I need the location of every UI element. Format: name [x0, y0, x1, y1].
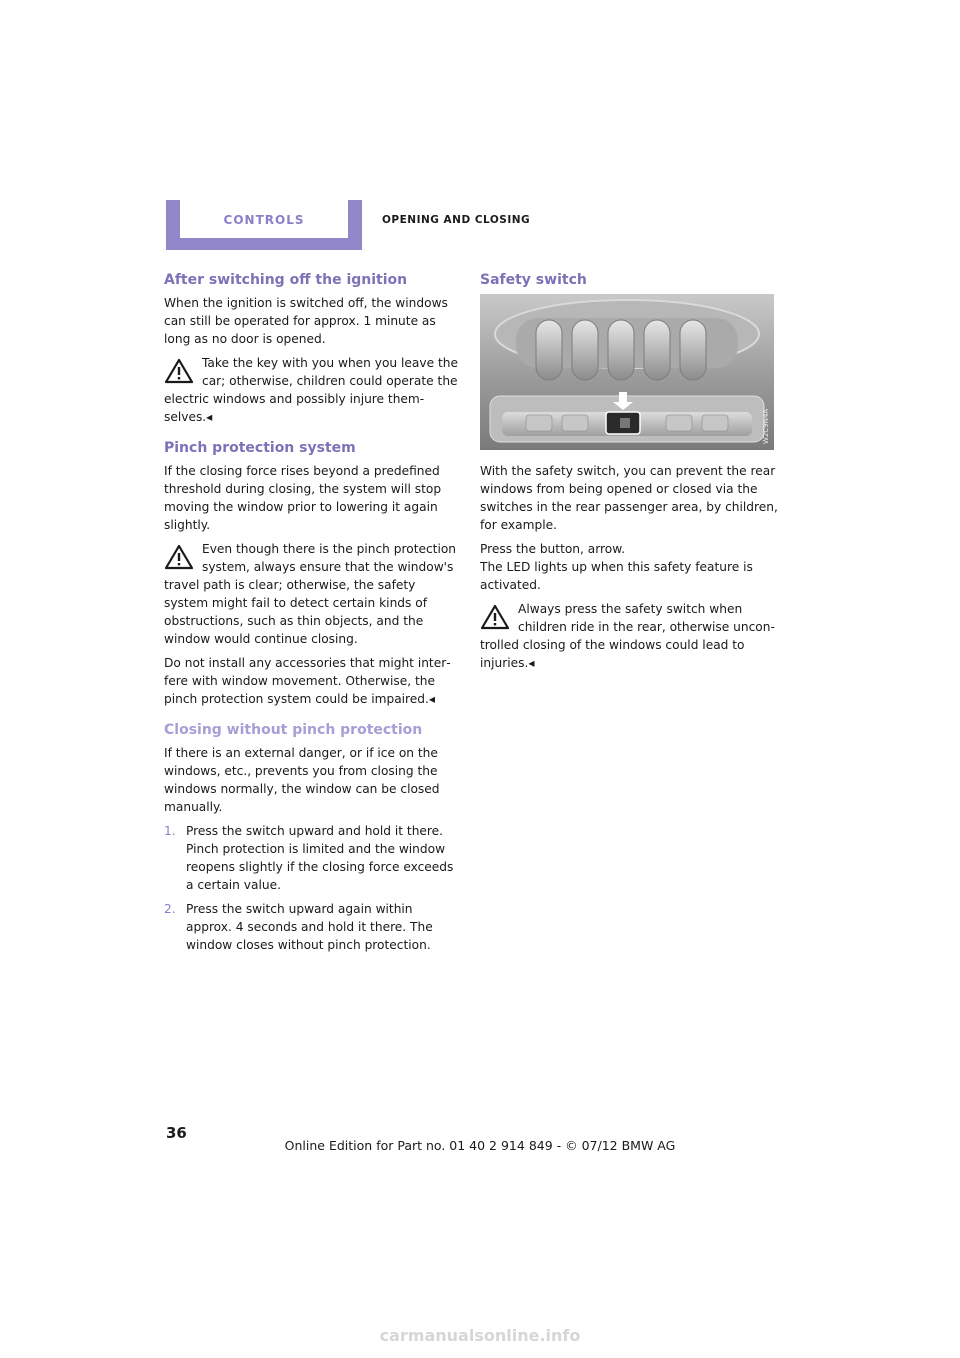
left-column [164, 272, 462, 968]
safety-switch-photo [480, 294, 774, 450]
warning-block [480, 600, 778, 672]
section-pinch-protection [164, 440, 462, 708]
step-number: 1. [164, 824, 176, 838]
warning-text: Always press the safety switch when children ride in the rear, otherwise uncontrolled closing of the windows could lead to injuries.◂ [480, 602, 775, 670]
section-title: Safety switch [480, 272, 587, 288]
safety-switch-illustration [480, 294, 774, 450]
page-number: 36 [166, 1124, 187, 1142]
header-section-title: OPENING AND CLOSING [382, 214, 531, 226]
step-number: 2. [164, 902, 176, 916]
step-text: Press the switch upward again within approx. 4 seconds and hold it there. The window closes without pinch protection. [186, 902, 433, 952]
paragraph: With the safety switch, you can prevent the rear windows from being opened or closed via the switches in the rear passenger area, by children, for example. [480, 464, 778, 532]
section-title: After switching off the ignition [164, 272, 408, 288]
warning-block [164, 540, 462, 648]
paragraph: If the closing force rises beyond a predefined threshold during closing, the system will stop moving the window prior to lowering it again slightly. [164, 464, 442, 532]
warning-text: Even though there is the pinch protection system, always ensure that the window's travel path is clear; otherwise, the safety system might fail to detect certain kinds of obstructions, such as thin objects, and the window would continue closing. [164, 542, 457, 646]
warning-icon [164, 358, 194, 384]
section-title: Pinch protection system [164, 440, 356, 456]
paragraph: Do not install any accessories that might interfere with window movement. Otherwise, the pinch protection system could be impaired.◂ [164, 656, 451, 706]
paragraph: Press the button, arrow. [480, 542, 625, 556]
header-tab-label: CONTROLS [223, 213, 305, 227]
list-item [164, 822, 462, 894]
section-title: Closing without pinch protection [164, 722, 423, 738]
warning-icon [164, 544, 194, 570]
paragraph: The LED lights up when this safety feature is activated. [480, 560, 753, 592]
footer-edition: Online Edition for Part no. 01 40 2 914 849 - © 07/12 BMW AG [284, 1138, 676, 1153]
warning-icon [480, 604, 510, 630]
svg-text:W2C9N4A: W2C9N4A [762, 408, 770, 444]
paragraph: If there is an external danger, or if ice on the windows, etc., prevents you from closing the windows normally, the window can be closed manually. [164, 746, 440, 814]
warning-text: Take the key with you when you leave the car; otherwise, children could operate the electric windows and possibly injure themselves.◂ [164, 356, 458, 424]
list-item [164, 900, 462, 954]
watermark: carmanualsonline.info [379, 1326, 581, 1345]
step-text: Press the switch upward and hold it there. Pinch protection is limited and the window reopens slightly if the closing force exceeds a certain value. [186, 824, 454, 892]
toggle-switch-row [536, 320, 706, 380]
section-closing-without-pinch [164, 722, 462, 954]
warning-block [164, 354, 462, 426]
header-tab [166, 200, 362, 250]
right-column [480, 272, 778, 678]
paragraph: When the ignition is switched off, the windows can still be operated for approx. 1 minute as long as no door is opened. [164, 296, 448, 346]
header-tab-inner [180, 200, 348, 238]
section-after-ignition [164, 272, 462, 426]
